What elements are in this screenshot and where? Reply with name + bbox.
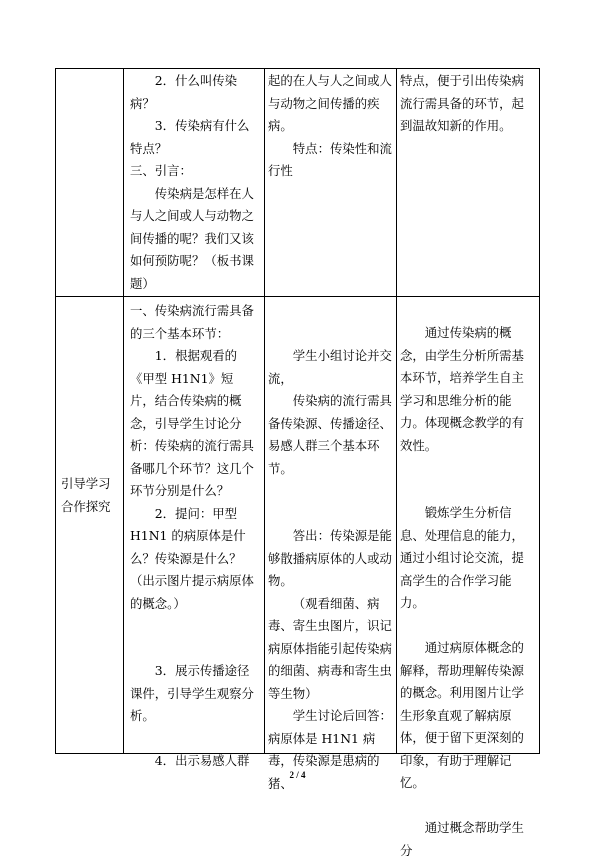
column-divider-1 [123,68,124,754]
table-border-left [55,68,56,754]
row-divider [55,296,540,297]
row1-design-intent [400,70,536,138]
intent-2: 锻炼学生分析信息、处理信息的能力，通过小组讨论交流，提高学生的合作学习能力。 [400,505,524,610]
intro-text: 传染病是怎样在人与人之间或人与动物之间传播的呢？我们又该如何预防呢？（板书课题） [130,185,254,291]
section-heading: 一、传染病流行需具备的三个基本环节： [130,303,254,341]
row1-teacher-activity [130,70,257,295]
intent-3: 通过病原体概念的解释，帮助理解传染源的概念。利用图片让学生形象直观了解病原体，便于留下更深刻的印象，有助于理解记忆。 [400,640,524,790]
student-step-4: （观看细菌、病毒、寄生虫图片，识记病原体指能引起传染病的细菌、病毒和寄生虫等生物） [268,595,392,701]
stage-label [61,473,121,518]
teacher-step-1: 1．根据观看的《甲型 H1N1》短片，结合传染病的概念，引导学生讨论分析：传染病的流行需具备哪几个环节？这几个环节分别是什么？ [130,348,254,498]
row2-teacher-activity [130,300,258,773]
row1-student-activity [268,70,394,183]
row2-student-activity [268,345,394,795]
teacher-step-2: 2．提问：甲型 H1N1 的病原体是什么？传染源是什么？（出示图片提示病原体的概念。） [130,505,254,611]
intent-1: 通过传染病的概念，由学生分析所需基本环节，培养学生自主学习和思维分析的能力。体现概念教学的有效性。 [400,325,524,453]
intent-continuation: 特点，便于引出传染病流行需具备的环节，起到温故知新的作用。 [400,73,524,133]
intent-4: 通过概念帮助学生分 [400,820,524,858]
student-step-3: 答出：传染源是能够散播病原体的人或动物。 [268,528,392,588]
student-step-5: 学生讨论后回答：病原体是 H1N1 病毒，传染源是患病的猪、 [268,708,392,791]
page-number: 2 / 4 [289,770,306,780]
intro-heading: 三、引言： [130,163,192,178]
table-border-right [539,68,540,754]
student-step-1: 学生小组讨论并交流， [268,348,392,386]
features-text: 特点：传染性和流行性 [268,140,392,178]
student-step-2: 传染病的流行需具备传染源、传播途径、易感人群三个基本环节。 [268,393,392,476]
definition-continuation: 起的在人与人之间或人与动物之间传播的疾病。 [268,73,392,133]
question-2: 2．什么叫传染病？ [130,73,238,111]
stage-label-line-2: 合作探究 [61,498,111,514]
teacher-step-4: 4．出示易感人群 [154,753,250,768]
table-border-top [55,68,540,69]
teacher-step-3: 3．展示传播途径课件，引导学生观察分析。 [130,663,254,723]
row2-design-intent [400,322,536,862]
column-divider-2 [264,68,265,754]
stage-label-line-1: 引导学习 [61,476,111,491]
column-divider-3 [396,68,397,754]
question-3: 3．传染病有什么特点？ [130,118,250,156]
